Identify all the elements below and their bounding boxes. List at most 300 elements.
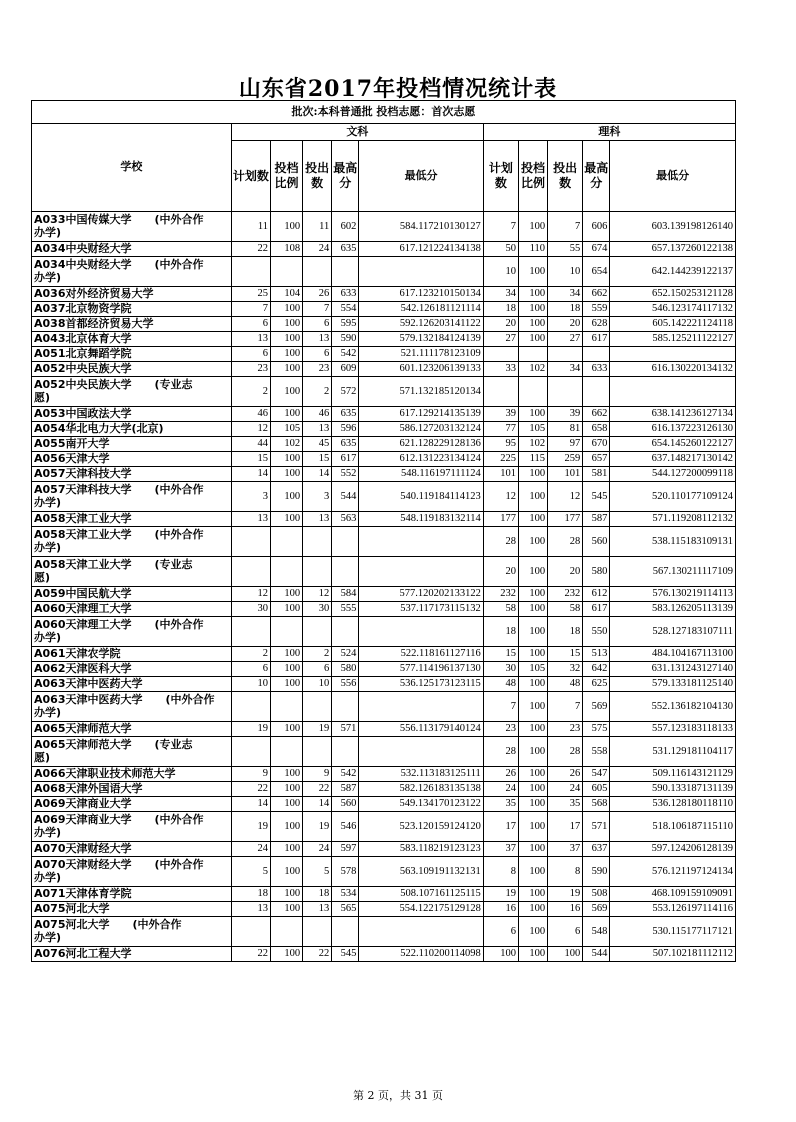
wenke-plan-cell: 14 xyxy=(231,797,270,812)
school-cell xyxy=(32,767,232,782)
like-plan-cell: 27 xyxy=(483,332,518,347)
like-ratio-cell: 110 xyxy=(518,242,547,257)
table-row xyxy=(32,242,736,257)
like-max-cell: 545 xyxy=(583,482,610,512)
school-type: (中外合作 xyxy=(154,618,204,632)
table-row xyxy=(32,797,736,812)
like-plan-cell: 18 xyxy=(483,302,518,317)
wenke-min-cell: 617.129214135139 xyxy=(359,407,484,422)
wenke-admitted-cell: 6 xyxy=(303,662,332,677)
like-plan-cell: 100 xyxy=(483,947,518,962)
school-type-cont: 办学) xyxy=(34,495,62,509)
like-ratio-cell: 100 xyxy=(518,737,547,767)
like-ratio-header: 投档比例 xyxy=(518,141,547,212)
wenke-ratio-cell: 100 xyxy=(270,347,302,362)
wenke-min-cell xyxy=(359,557,484,587)
like-min-cell: 657.137260122138 xyxy=(610,242,736,257)
wenke-max-cell xyxy=(332,692,359,722)
wenke-plan-cell: 30 xyxy=(231,602,270,617)
like-plan-cell: 39 xyxy=(483,407,518,422)
page-footer: 第 2 页，共 31 页 xyxy=(353,1089,443,1102)
school-name: A057天津科技大学 xyxy=(34,483,132,497)
like-plan-cell: 16 xyxy=(483,902,518,917)
wenke-plan-cell: 10 xyxy=(231,677,270,692)
wenke-min-cell: 586.127203132124 xyxy=(359,422,484,437)
wenke-plan-cell: 22 xyxy=(231,947,270,962)
wenke-max-cell: 524 xyxy=(332,647,359,662)
like-ratio-cell: 100 xyxy=(518,782,547,797)
like-ratio-cell xyxy=(518,377,547,407)
like-ratio-cell: 100 xyxy=(518,917,547,947)
wenke-plan-cell: 13 xyxy=(231,512,270,527)
like-admitted-cell: 23 xyxy=(548,722,583,737)
like-max-cell: 628 xyxy=(583,317,610,332)
wenke-plan-cell: 6 xyxy=(231,662,270,677)
wenke-admitted-cell: 13 xyxy=(303,902,332,917)
wenke-plan-cell: 5 xyxy=(231,857,270,887)
school-type: (专业志 xyxy=(154,558,193,572)
school-name: A053中国政法大学 xyxy=(34,406,132,420)
school-type-cont: 办学) xyxy=(34,270,62,284)
like-min-cell: 631.131243127140 xyxy=(610,662,736,677)
wenke-max-cell: 571 xyxy=(332,722,359,737)
wenke-ratio-header: 投档比例 xyxy=(270,141,302,212)
school-name: A076河北工程大学 xyxy=(34,946,132,960)
wenke-ratio-cell: 100 xyxy=(270,677,302,692)
school-type: (中外合作 xyxy=(154,483,204,497)
wenke-ratio-cell: 100 xyxy=(270,842,302,857)
wenke-ratio-cell xyxy=(270,692,302,722)
wenke-plan-cell: 18 xyxy=(231,887,270,902)
school-type: (中外合作 xyxy=(165,693,215,707)
wenke-plan-cell: 15 xyxy=(231,452,270,467)
like-ratio-cell: 100 xyxy=(518,527,547,557)
like-plan-cell: 35 xyxy=(483,797,518,812)
wenke-max-cell: 544 xyxy=(332,482,359,512)
like-ratio-cell: 100 xyxy=(518,722,547,737)
batch-subtitle: 批次:本科普通批 投档志愿：首次志愿 xyxy=(32,101,736,124)
like-plan-cell: 18 xyxy=(483,617,518,647)
wenke-plan-cell: 3 xyxy=(231,482,270,512)
wenke-plan-cell: 46 xyxy=(231,407,270,422)
wenke-max-cell: 542 xyxy=(332,347,359,362)
wenke-plan-cell: 9 xyxy=(231,767,270,782)
wenke-ratio-cell: 100 xyxy=(270,362,302,377)
like-min-cell: 616.137223126130 xyxy=(610,422,736,437)
like-plan-cell: 232 xyxy=(483,587,518,602)
wenke-plan-header: 计划数 xyxy=(231,141,270,212)
school-cell xyxy=(32,347,232,362)
school-cell xyxy=(32,782,232,797)
like-min-header: 最低分 xyxy=(610,141,736,212)
wenke-plan-cell: 24 xyxy=(231,842,270,857)
wenke-admitted-cell: 11 xyxy=(303,212,332,242)
like-min-cell: 546.123174117132 xyxy=(610,302,736,317)
wenke-min-cell: 549.134170123122 xyxy=(359,797,484,812)
wenke-max-cell: 633 xyxy=(332,287,359,302)
wenke-ratio-cell: 100 xyxy=(270,947,302,962)
like-max-cell: 569 xyxy=(583,902,610,917)
like-max-cell: 612 xyxy=(583,587,610,602)
wenke-min-cell xyxy=(359,527,484,557)
wenke-plan-cell: 2 xyxy=(231,647,270,662)
table-row xyxy=(32,842,736,857)
wenke-min-cell: 571.132185120134 xyxy=(359,377,484,407)
like-min-cell xyxy=(610,377,736,407)
wenke-plan-cell: 25 xyxy=(231,287,270,302)
wenke-plan-cell: 22 xyxy=(231,782,270,797)
wenke-admitted-cell xyxy=(303,257,332,287)
wenke-max-cell: 596 xyxy=(332,422,359,437)
wenke-plan-cell: 19 xyxy=(231,812,270,842)
like-max-cell: 571 xyxy=(583,812,610,842)
school-name: A058天津工业大学 xyxy=(34,558,132,572)
wenke-ratio-cell: 100 xyxy=(270,722,302,737)
wenke-max-cell: 555 xyxy=(332,602,359,617)
like-min-cell: 652.150253121128 xyxy=(610,287,736,302)
table-row xyxy=(32,362,736,377)
like-min-cell: 642.144239122137 xyxy=(610,257,736,287)
wenke-plan-cell: 12 xyxy=(231,587,270,602)
like-min-cell: 553.126197114116 xyxy=(610,902,736,917)
school-cell xyxy=(32,242,232,257)
like-admitted-cell: 28 xyxy=(548,737,583,767)
like-min-cell: 518.106187115110 xyxy=(610,812,736,842)
like-admitted-cell: 34 xyxy=(548,287,583,302)
like-plan-cell: 37 xyxy=(483,842,518,857)
like-admitted-cell: 97 xyxy=(548,437,583,452)
like-ratio-cell: 100 xyxy=(518,857,547,887)
wenke-admitted-cell xyxy=(303,527,332,557)
like-admitted-cell: 39 xyxy=(548,407,583,422)
wenke-admitted-cell: 6 xyxy=(303,347,332,362)
wenke-admitted-cell: 45 xyxy=(303,437,332,452)
wenke-plan-cell xyxy=(231,617,270,647)
like-plan-cell: 10 xyxy=(483,257,518,287)
table-row xyxy=(32,782,736,797)
wenke-ratio-cell: 100 xyxy=(270,302,302,317)
wenke-max-cell: 578 xyxy=(332,857,359,887)
wenke-min-cell: 554.122175129128 xyxy=(359,902,484,917)
wenke-max-cell: 635 xyxy=(332,437,359,452)
wenke-max-cell: 560 xyxy=(332,797,359,812)
like-admitted-cell: 28 xyxy=(548,527,583,557)
like-admitted-cell: 18 xyxy=(548,302,583,317)
wenke-admitted-cell xyxy=(303,617,332,647)
like-admitted-cell: 259 xyxy=(548,452,583,467)
like-admitted-cell: 34 xyxy=(548,362,583,377)
school-header: 学校 xyxy=(32,124,232,212)
school-type: (专业志 xyxy=(154,378,193,392)
wenke-ratio-cell: 100 xyxy=(270,467,302,482)
school-cell xyxy=(32,737,232,767)
like-ratio-cell: 100 xyxy=(518,257,547,287)
table-row xyxy=(32,692,736,722)
school-cell xyxy=(32,407,232,422)
like-min-cell: 520.110177109124 xyxy=(610,482,736,512)
table-row xyxy=(32,422,736,437)
table-row xyxy=(32,947,736,962)
wenke-ratio-cell: 100 xyxy=(270,797,302,812)
wenke-admitted-cell: 46 xyxy=(303,407,332,422)
table-row xyxy=(32,317,736,332)
like-admitted-cell: 20 xyxy=(548,317,583,332)
like-max-cell: 575 xyxy=(583,722,610,737)
table-row xyxy=(32,302,736,317)
like-admitted-cell: 16 xyxy=(548,902,583,917)
like-admitted-cell: 27 xyxy=(548,332,583,347)
like-min-cell xyxy=(610,347,736,362)
like-ratio-cell: 100 xyxy=(518,512,547,527)
school-type: (中外合作 xyxy=(154,258,204,272)
wenke-ratio-cell: 100 xyxy=(270,767,302,782)
school-name: A075河北大学 xyxy=(34,918,110,932)
like-plan-cell: 26 xyxy=(483,767,518,782)
like-admitted-cell: 177 xyxy=(548,512,583,527)
wenke-plan-cell: 23 xyxy=(231,362,270,377)
school-name: A059中国民航大学 xyxy=(34,586,132,600)
wenke-min-cell xyxy=(359,917,484,947)
wenke-max-cell: 580 xyxy=(332,662,359,677)
wenke-admitted-cell xyxy=(303,557,332,587)
wenke-max-cell xyxy=(332,527,359,557)
table-row xyxy=(32,722,736,737)
table-row xyxy=(32,452,736,467)
school-cell xyxy=(32,842,232,857)
wenke-admitted-cell: 22 xyxy=(303,782,332,797)
wenke-ratio-cell: 100 xyxy=(270,407,302,422)
like-admitted-cell: 37 xyxy=(548,842,583,857)
wenke-min-cell: 621.128229128136 xyxy=(359,437,484,452)
wenke-min-cell: 601.123206139133 xyxy=(359,362,484,377)
like-max-cell: 547 xyxy=(583,767,610,782)
like-max-cell: 559 xyxy=(583,302,610,317)
like-max-cell: 587 xyxy=(583,512,610,527)
like-max-cell: 654 xyxy=(583,257,610,287)
wenke-ratio-cell: 100 xyxy=(270,212,302,242)
wenke-min-cell: 540.119184114123 xyxy=(359,482,484,512)
wenke-min-cell: 617.121224134138 xyxy=(359,242,484,257)
like-admitted-cell: 10 xyxy=(548,257,583,287)
like-admitted-cell: 58 xyxy=(548,602,583,617)
like-ratio-cell: 100 xyxy=(518,677,547,692)
school-name: A075河北大学 xyxy=(34,901,110,915)
like-ratio-cell: 105 xyxy=(518,422,547,437)
like-max-cell: 633 xyxy=(583,362,610,377)
wenke-max-cell: 542 xyxy=(332,767,359,782)
like-ratio-cell: 100 xyxy=(518,557,547,587)
like-ratio-cell: 100 xyxy=(518,287,547,302)
wenke-ratio-cell: 100 xyxy=(270,782,302,797)
like-plan-cell: 50 xyxy=(483,242,518,257)
school-cell xyxy=(32,947,232,962)
table-row xyxy=(32,482,736,512)
wenke-max-cell: 572 xyxy=(332,377,359,407)
like-plan-cell: 33 xyxy=(483,362,518,377)
like-max-cell: 605 xyxy=(583,782,610,797)
wenke-ratio-cell: 100 xyxy=(270,482,302,512)
like-admitted-cell: 17 xyxy=(548,812,583,842)
wenke-admitted-cell: 24 xyxy=(303,242,332,257)
wenke-plan-cell: 22 xyxy=(231,242,270,257)
like-plan-cell: 20 xyxy=(483,557,518,587)
like-min-cell: 585.125211122127 xyxy=(610,332,736,347)
like-min-cell: 579.133181125140 xyxy=(610,677,736,692)
like-admitted-cell: 32 xyxy=(548,662,583,677)
like-max-cell: 617 xyxy=(583,602,610,617)
like-max-cell: 580 xyxy=(583,557,610,587)
school-type-cont: 愿) xyxy=(34,390,51,404)
like-plan-cell: 58 xyxy=(483,602,518,617)
wenke-admitted-cell: 12 xyxy=(303,587,332,602)
wenke-plan-cell: 7 xyxy=(231,302,270,317)
like-ratio-cell: 100 xyxy=(518,797,547,812)
school-type-cont: 办学) xyxy=(34,705,62,719)
wenke-admitted-cell: 13 xyxy=(303,512,332,527)
like-max-cell: 550 xyxy=(583,617,610,647)
like-max-cell: 670 xyxy=(583,437,610,452)
wenke-ratio-cell: 104 xyxy=(270,287,302,302)
wenke-plan-cell: 6 xyxy=(231,317,270,332)
table-row xyxy=(32,467,736,482)
like-min-cell: 509.116143121129 xyxy=(610,767,736,782)
wenke-admitted-cell: 14 xyxy=(303,797,332,812)
like-min-cell: 484.104167113100 xyxy=(610,647,736,662)
school-type-cont: 办学) xyxy=(34,825,62,839)
wenke-min-cell: 537.117173115132 xyxy=(359,602,484,617)
like-min-cell: 468.109159109091 xyxy=(610,887,736,902)
school-name: A052中央民族大学 xyxy=(34,361,132,375)
like-admitted-cell: 20 xyxy=(548,557,583,587)
wenke-max-cell: 546 xyxy=(332,812,359,842)
wenke-plan-cell: 13 xyxy=(231,332,270,347)
admission-table xyxy=(31,100,736,962)
school-name: A058天津工业大学 xyxy=(34,511,132,525)
wenke-ratio-cell: 100 xyxy=(270,377,302,407)
like-admitted-cell: 232 xyxy=(548,587,583,602)
like-admitted-cell: 7 xyxy=(548,212,583,242)
school-name: A066天津职业技术师范大学 xyxy=(34,766,176,780)
school-name: A062天津医科大学 xyxy=(34,661,132,675)
like-admitted-cell: 55 xyxy=(548,242,583,257)
wenke-max-cell: 584 xyxy=(332,587,359,602)
wenke-admitted-cell: 19 xyxy=(303,722,332,737)
school-type-cont: 办学) xyxy=(34,225,62,239)
wenke-plan-cell xyxy=(231,257,270,287)
wenke-max-cell: 590 xyxy=(332,332,359,347)
school-name: A063天津中医药大学 xyxy=(34,676,143,690)
like-max-cell: 617 xyxy=(583,332,610,347)
school-cell xyxy=(32,677,232,692)
school-cell xyxy=(32,797,232,812)
wenke-min-cell xyxy=(359,617,484,647)
like-min-cell: 531.129181104117 xyxy=(610,737,736,767)
school-cell xyxy=(32,857,232,887)
wenke-max-cell: 595 xyxy=(332,317,359,332)
wenke-min-cell: 536.125173123115 xyxy=(359,677,484,692)
wenke-admitted-cell: 18 xyxy=(303,887,332,902)
like-max-cell: 658 xyxy=(583,422,610,437)
school-cell xyxy=(32,437,232,452)
like-ratio-cell: 102 xyxy=(518,437,547,452)
wenke-plan-cell: 2 xyxy=(231,377,270,407)
wenke-min-header: 最低分 xyxy=(359,141,484,212)
like-ratio-cell: 100 xyxy=(518,947,547,962)
school-cell xyxy=(32,212,232,242)
like-min-cell: 567.130211117109 xyxy=(610,557,736,587)
wenke-plan-cell xyxy=(231,527,270,557)
like-max-cell: 548 xyxy=(583,917,610,947)
wenke-min-cell: 532.113183125111 xyxy=(359,767,484,782)
wenke-max-cell: 602 xyxy=(332,212,359,242)
wenke-max-cell xyxy=(332,917,359,947)
like-ratio-cell: 100 xyxy=(518,587,547,602)
table-row xyxy=(32,662,736,677)
table-row xyxy=(32,677,736,692)
school-name: A065天津师范大学 xyxy=(34,721,132,735)
wenke-ratio-cell: 105 xyxy=(270,422,302,437)
school-type-cont: 办学) xyxy=(34,870,62,884)
like-max-cell: 606 xyxy=(583,212,610,242)
school-name: A063天津中医药大学 xyxy=(34,693,143,707)
like-min-cell: 507.102181112112 xyxy=(610,947,736,962)
wenke-max-cell: 597 xyxy=(332,842,359,857)
wenke-min-cell: 577.120202133122 xyxy=(359,587,484,602)
school-type-cont: 办学) xyxy=(34,630,62,644)
wenke-ratio-cell: 100 xyxy=(270,602,302,617)
wenke-plan-cell: 6 xyxy=(231,347,270,362)
like-min-cell: 637.148217130142 xyxy=(610,452,736,467)
like-max-cell: 642 xyxy=(583,662,610,677)
like-ratio-cell xyxy=(518,347,547,362)
like-admitted-cell: 12 xyxy=(548,482,583,512)
like-ratio-cell: 100 xyxy=(518,407,547,422)
wenke-admitted-cell: 9 xyxy=(303,767,332,782)
wenke-admitted-cell: 26 xyxy=(303,287,332,302)
like-max-cell xyxy=(583,347,610,362)
table-row xyxy=(32,557,736,587)
like-min-cell: 616.130220134132 xyxy=(610,362,736,377)
school-name: A071天津体育学院 xyxy=(34,886,132,900)
like-plan-cell: 20 xyxy=(483,317,518,332)
wenke-ratio-cell xyxy=(270,917,302,947)
table-row xyxy=(32,527,736,557)
wenke-max-cell: 563 xyxy=(332,512,359,527)
school-name: A036对外经济贸易大学 xyxy=(34,286,154,300)
school-name: A060天津理工大学 xyxy=(34,601,132,615)
wenke-admitted-cell: 22 xyxy=(303,947,332,962)
school-cell xyxy=(32,287,232,302)
wenke-ratio-cell: 100 xyxy=(270,647,302,662)
school-cell xyxy=(32,812,232,842)
wenke-admitted-cell: 13 xyxy=(303,332,332,347)
like-plan-cell: 95 xyxy=(483,437,518,452)
like-plan-cell: 12 xyxy=(483,482,518,512)
like-max-cell: 581 xyxy=(583,467,610,482)
like-admitted-cell: 81 xyxy=(548,422,583,437)
like-ratio-cell: 100 xyxy=(518,302,547,317)
like-min-cell: 576.121197124134 xyxy=(610,857,736,887)
wenke-ratio-cell: 100 xyxy=(270,812,302,842)
school-type: (专业志 xyxy=(154,738,193,752)
school-name: A069天津商业大学 xyxy=(34,813,132,827)
table-row xyxy=(32,767,736,782)
wenke-admitted-cell: 24 xyxy=(303,842,332,857)
wenke-max-cell: 617 xyxy=(332,452,359,467)
wenke-max-cell xyxy=(332,617,359,647)
like-ratio-cell: 100 xyxy=(518,902,547,917)
school-cell xyxy=(32,302,232,317)
